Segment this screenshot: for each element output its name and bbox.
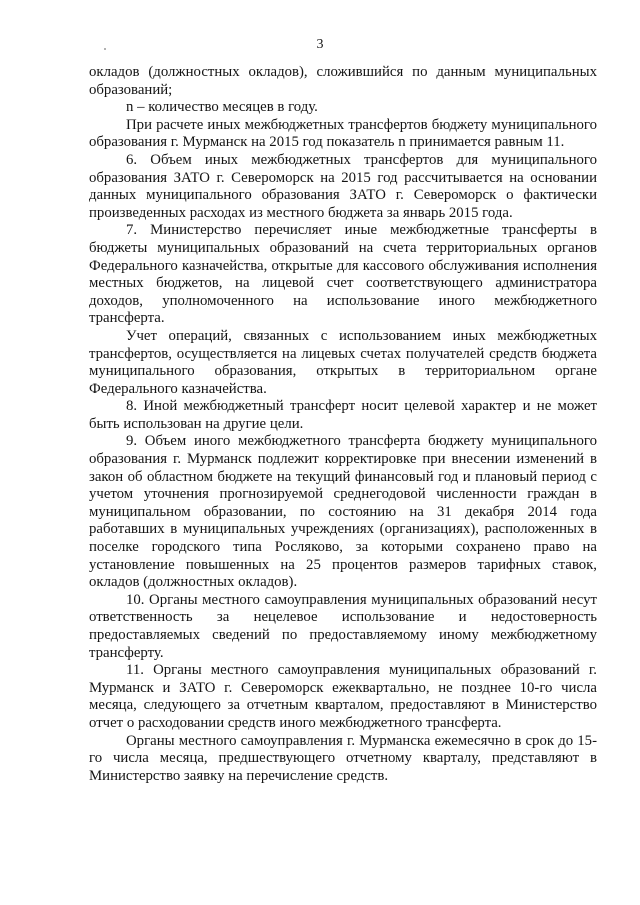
paragraph-n-definition: n – количество месяцев в году. xyxy=(126,99,318,116)
paragraph-accounting: Учет операций, связанных с использованием иных межбюджетных трансфертов, осуществляется на лицевых счетах получателей средств бюджета муниципального образования, открытых в территориальном органе Федерального казначейства. xyxy=(89,327,597,397)
scan-artifact xyxy=(104,48,106,50)
paragraph-item-8: 8. Иной межбюджетный трансферт носит целевой характер и не может быть использован на другие цели. xyxy=(89,398,597,432)
paragraph-item-7: 7. Министерство перечисляет иные межбюджетные трансферты в бюджеты муниципальных образований на счета территориальных органов Федерального казначейства, открытые для кассового обслуживания исполнения местных бюджетов, на лицевой счет соответствующего администратора доходов, уполномоченного на использование иного межбюджетного трансферта. xyxy=(89,222,597,327)
paragraph-item-9: 9. Объем иного межбюджетного трансферта бюджету муниципального образования г. Мурманск подлежит корректировке при внесении изменений в закон об областном бюджете на текущий финансовый год и плановый период с учетом уточнения прогнозируемой среднегодовой численности граждан в муниципальном образовании, по состоянию на 31 декабря 2014 года работавших в муниципальных учреждениях (организациях), расположенных в поселке городского типа Росляково, за которыми сохранено право на установление повышенных на 25 процентов размеров тарифных ставок, окладов (должностных окладов). xyxy=(89,433,597,591)
document-body xyxy=(89,64,597,785)
paragraph-monthly-request: Органы местного самоуправления г. Мурманска ежемесячно в срок до 15-го числа месяца, предшествующего отчетному кварталу, представляют в Министерство заявку на перечисление средств. xyxy=(89,732,597,784)
paragraph-item-6: 6. Объем иных межбюджетных трансфертов для муниципального образования ЗАТО г. Североморск на 2015 год рассчитывается на основании данных муниципального образования ЗАТО г. Североморск о фактически произведенных расходах из местного бюджета за январь 2015 года. xyxy=(89,151,597,221)
paragraph-formula-continuation: окладов (должностных окладов), сложившийся по данным муниципальных образований; xyxy=(89,64,597,98)
paragraph-item-11: 11. Органы местного самоуправления муниципальных образований г. Мурманск и ЗАТО г. Североморск ежеквартально, не позднее 10-го числа месяца, следующего за отчетным кварталом, предоставляют в Министерство отчет о расходовании средств иного межбюджетного трансферта. xyxy=(89,662,597,731)
page-number: 3 xyxy=(316,37,324,52)
paragraph-murmansk-coefficient: При расчете иных межбюджетных трансфертов бюджету муниципального образования г. Мурманск на 2015 год показатель n принимается равным 11. xyxy=(89,116,597,151)
paragraph-item-10: 10. Органы местного самоуправления муниципальных образований несут ответственность за нецелевое использование и недостоверность предоставляемых сведений по предоставляемому иному межбюджетному трансферту. xyxy=(89,591,597,661)
